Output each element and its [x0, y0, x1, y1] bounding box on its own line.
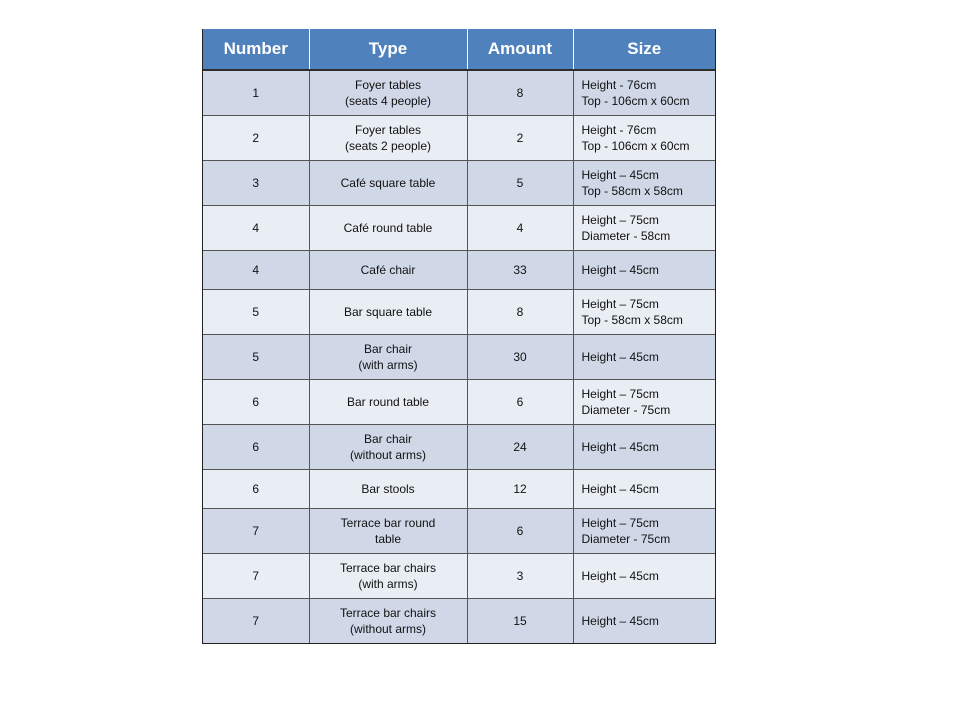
table-row [203, 289, 715, 334]
cell-amount-text: 12 [513, 481, 527, 496]
cell-number [203, 115, 309, 160]
cell-amount [467, 70, 573, 115]
table-row [203, 70, 715, 115]
cell-size [573, 160, 715, 205]
cell-number [203, 160, 309, 205]
cell-type [309, 115, 467, 160]
cell-number [203, 424, 309, 469]
cell-number-text: 6 [252, 439, 260, 454]
cell-size [573, 424, 715, 469]
cell-type-text: Terrace bar chairs (without arms) [339, 605, 437, 636]
cell-size [573, 115, 715, 160]
cell-type-text: Bar square table [343, 304, 433, 319]
cell-size-text: Height – 45cm [581, 439, 659, 454]
cell-number-text: 6 [252, 481, 260, 496]
cell-size [573, 250, 715, 289]
cell-type [309, 553, 467, 598]
cell-size-text: Height – 75cm Diameter - 58cm [581, 212, 671, 243]
cell-size-text: Height – 45cm [581, 613, 659, 628]
cell-number-text: 7 [252, 613, 260, 628]
cell-amount [467, 334, 573, 379]
cell-number-text: 5 [252, 349, 260, 364]
table-row [203, 334, 715, 379]
cell-type [309, 334, 467, 379]
furniture-table-container [202, 29, 716, 644]
cell-type [309, 205, 467, 250]
table-row [203, 115, 715, 160]
table-row [203, 250, 715, 289]
cell-amount-text: 8 [516, 85, 524, 100]
table-row [203, 379, 715, 424]
cell-size [573, 553, 715, 598]
cell-number [203, 508, 309, 553]
cell-number [203, 250, 309, 289]
cell-number [203, 289, 309, 334]
cell-type-text: Café round table [343, 220, 433, 235]
cell-type-text: Bar chair (with arms) [358, 341, 418, 372]
cell-type [309, 508, 467, 553]
cell-number-text: 1 [252, 85, 260, 100]
cell-size-text: Height – 75cm Diameter - 75cm [581, 386, 671, 417]
cell-type-text: Bar stools [361, 481, 415, 496]
cell-type [309, 289, 467, 334]
cell-amount [467, 115, 573, 160]
cell-size [573, 379, 715, 424]
cell-number-text: 7 [252, 523, 260, 538]
cell-number [203, 70, 309, 115]
cell-type [309, 469, 467, 508]
cell-type-text: Bar chair (without arms) [349, 431, 426, 462]
cell-amount-text: 24 [513, 439, 527, 454]
table-row [203, 508, 715, 553]
table-header [203, 29, 715, 70]
cell-amount [467, 379, 573, 424]
cell-size-text: Height - 76cm Top - 106cm x 60cm [581, 122, 690, 153]
cell-amount [467, 289, 573, 334]
cell-amount-text: 8 [516, 304, 524, 319]
cell-number-text: 6 [252, 394, 260, 409]
cell-amount-text: 15 [513, 613, 527, 628]
cell-number-text: 5 [252, 304, 260, 319]
cell-number-text: 4 [252, 220, 260, 235]
header-amount: Amount [467, 29, 573, 70]
cell-type-text: Terrace bar round table [340, 515, 436, 546]
cell-size-text: Height - 76cm Top - 106cm x 60cm [581, 77, 690, 108]
cell-number [203, 598, 309, 643]
cell-size-text: Height – 45cm [581, 262, 659, 277]
cell-type-text: Café chair [360, 262, 416, 277]
cell-number [203, 334, 309, 379]
cell-size [573, 334, 715, 379]
cell-amount-text: 2 [516, 130, 524, 145]
table-row [203, 598, 715, 643]
cell-amount [467, 469, 573, 508]
table-row [203, 469, 715, 508]
cell-size-text: Height – 45cm [581, 568, 659, 583]
cell-type [309, 424, 467, 469]
cell-size-text: Height – 45cm [581, 349, 659, 364]
cell-number-text: 2 [252, 130, 260, 145]
header-size: Size [573, 29, 715, 70]
cell-type [309, 250, 467, 289]
cell-amount [467, 553, 573, 598]
cell-amount [467, 598, 573, 643]
header-type: Type [309, 29, 467, 70]
cell-amount [467, 160, 573, 205]
cell-number [203, 379, 309, 424]
cell-number [203, 205, 309, 250]
cell-amount-text: 33 [513, 262, 527, 277]
cell-type-text: Terrace bar chairs (with arms) [339, 560, 437, 591]
cell-size [573, 205, 715, 250]
cell-amount-text: 3 [516, 568, 524, 583]
cell-size-text: Height – 75cm Top - 58cm x 58cm [581, 296, 683, 327]
cell-size-text: Height – 45cm [581, 481, 659, 496]
cell-type [309, 379, 467, 424]
cell-size [573, 289, 715, 334]
cell-amount [467, 250, 573, 289]
cell-size [573, 70, 715, 115]
furniture-table [203, 29, 715, 643]
cell-size [573, 508, 715, 553]
cell-amount [467, 424, 573, 469]
table-row [203, 160, 715, 205]
table-row [203, 553, 715, 598]
cell-number-text: 7 [252, 568, 260, 583]
table-row [203, 205, 715, 250]
cell-type-text: Café square table [340, 175, 436, 190]
cell-size [573, 598, 715, 643]
cell-number-text: 3 [252, 175, 260, 190]
cell-amount-text: 5 [516, 175, 524, 190]
cell-number-text: 4 [252, 262, 260, 277]
cell-amount-text: 30 [513, 349, 527, 364]
header-number: Number [203, 29, 309, 70]
cell-type-text: Bar round table [346, 394, 430, 409]
cell-type-text: Foyer tables (seats 2 people) [344, 122, 432, 153]
cell-size-text: Height – 75cm Diameter - 75cm [581, 515, 671, 546]
cell-type-text: Foyer tables (seats 4 people) [344, 77, 432, 108]
cell-number [203, 469, 309, 508]
header-row [203, 29, 715, 70]
table-body [203, 70, 715, 643]
cell-size [573, 469, 715, 508]
cell-number [203, 553, 309, 598]
cell-amount-text: 6 [516, 394, 524, 409]
cell-type [309, 160, 467, 205]
cell-amount-text: 6 [516, 523, 524, 538]
cell-amount [467, 508, 573, 553]
cell-type [309, 598, 467, 643]
cell-amount-text: 4 [516, 220, 524, 235]
cell-type [309, 70, 467, 115]
cell-size-text: Height – 45cm Top - 58cm x 58cm [581, 167, 683, 198]
cell-amount [467, 205, 573, 250]
table-row [203, 424, 715, 469]
